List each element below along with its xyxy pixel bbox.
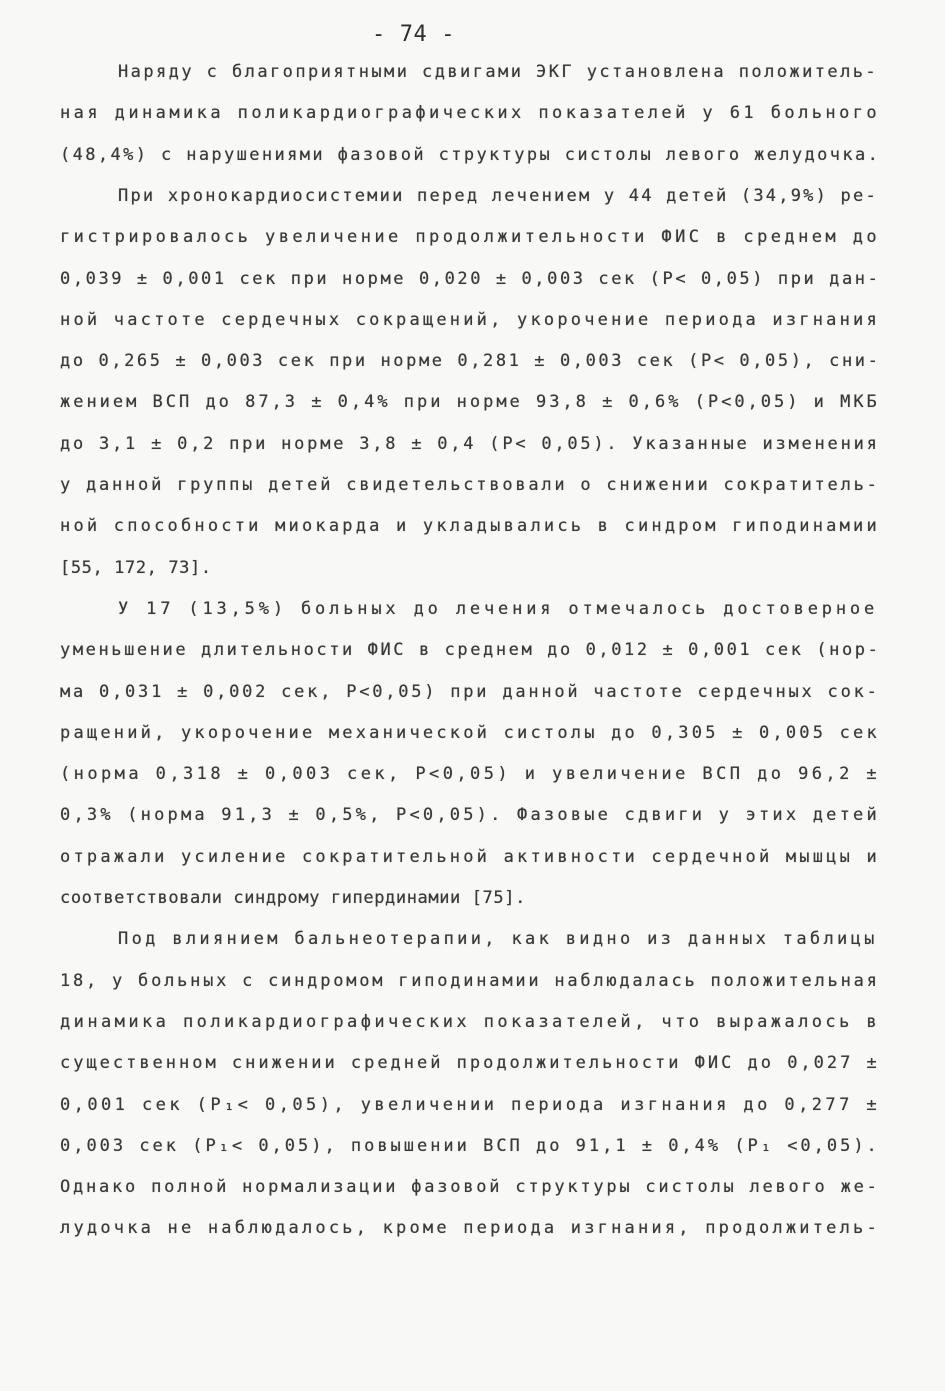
text-line: ма 0,031 ± 0,002 сек, P<0,05) при данной частоте сердечных сок-	[60, 681, 880, 702]
text-line: 0,003 сек (P₁< 0,05), повышении ВСП до 91,1 ± 0,4% (P₁ <0,05).	[60, 1135, 880, 1156]
text-line: 18, у больных с синдромом гиподинамии наблюдалась положительная	[60, 970, 880, 991]
text-line: 0,001 сек (P₁< 0,05), увеличении периода изгнания до 0,277 ±	[60, 1094, 880, 1115]
text-line: Под влиянием бальнеотерапии, как видно из данных таблицы	[118, 929, 878, 950]
page-number: - 74 -	[372, 22, 456, 47]
text-line: ной частоте сердечных сокращений, укорочение периода изгнания	[60, 309, 880, 330]
text-line: При хронокардиосистемии перед лечением у 44 детей (34,9%) ре-	[118, 185, 878, 206]
text-line: отражали усиление сократительной активности сердечной мышцы и	[60, 846, 880, 867]
text-line: Однако полной нормализации фазовой структуры систолы левого же-	[60, 1177, 880, 1198]
text-line: ращений, укорочение механической систолы до 0,305 ± 0,005 сек	[60, 722, 880, 743]
text-line: уменьшение длительности ФИС в среднем до 0,012 ± 0,001 сек (нор-	[60, 640, 880, 661]
text-line: жением ВСП до 87,3 ± 0,4% при норме 93,8 ± 0,6% (P<0,05) и МКБ	[60, 392, 880, 413]
text-line: у данной группы детей свидетельствовали о снижении сократитель-	[60, 475, 880, 495]
text-line: 0,039 ± 0,001 сек при норме 0,020 ± 0,003 сек (P< 0,05) при дан-	[60, 268, 880, 289]
text-line: У 17 (13,5%) больных до лечения отмечалось достоверное	[118, 598, 878, 619]
text-line: до 3,1 ± 0,2 при норме 3,8 ± 0,4 (P< 0,05). Указанные изменения	[60, 433, 880, 454]
text-line: до 0,265 ± 0,003 сек при норме 0,281 ± 0,003 сек (P< 0,05), сни-	[60, 351, 880, 372]
text-line: гистрировалось увеличение продолжительности ФИС в среднем до	[60, 227, 880, 248]
text-line: соответствовали синдрому гипердинамии [75].	[60, 888, 526, 908]
text-line: ная динамика поликардиографических показателей у 61 больного	[60, 103, 880, 124]
text-line: существенном снижении средней продолжительности ФИС до 0,027 ±	[60, 1053, 880, 1074]
text-line: 0,3% (норма 91,3 ± 0,5%, P<0,05). Фазовые сдвиги у этих детей	[60, 805, 880, 826]
text-line: динамика поликардиографических показателей, что выражалось в	[60, 1011, 880, 1032]
text-line: ной способности миокарда и укладывались в синдром гиподинамии	[60, 516, 880, 537]
text-line: [55, 172, 73].	[60, 557, 212, 578]
text-line: Наряду с благоприятными сдвигами ЭКГ установлена положитель-	[118, 62, 878, 82]
text-line: лудочка не наблюдалось, кроме периода изгнания, продолжитель-	[60, 1218, 880, 1239]
text-line: (48,4%) с нарушениями фазовой структуры систолы левого желудочка.	[60, 144, 880, 165]
text-line: (норма 0,318 ± 0,003 сек, P<0,05) и увеличение ВСП до 96,2 ±	[60, 764, 880, 785]
